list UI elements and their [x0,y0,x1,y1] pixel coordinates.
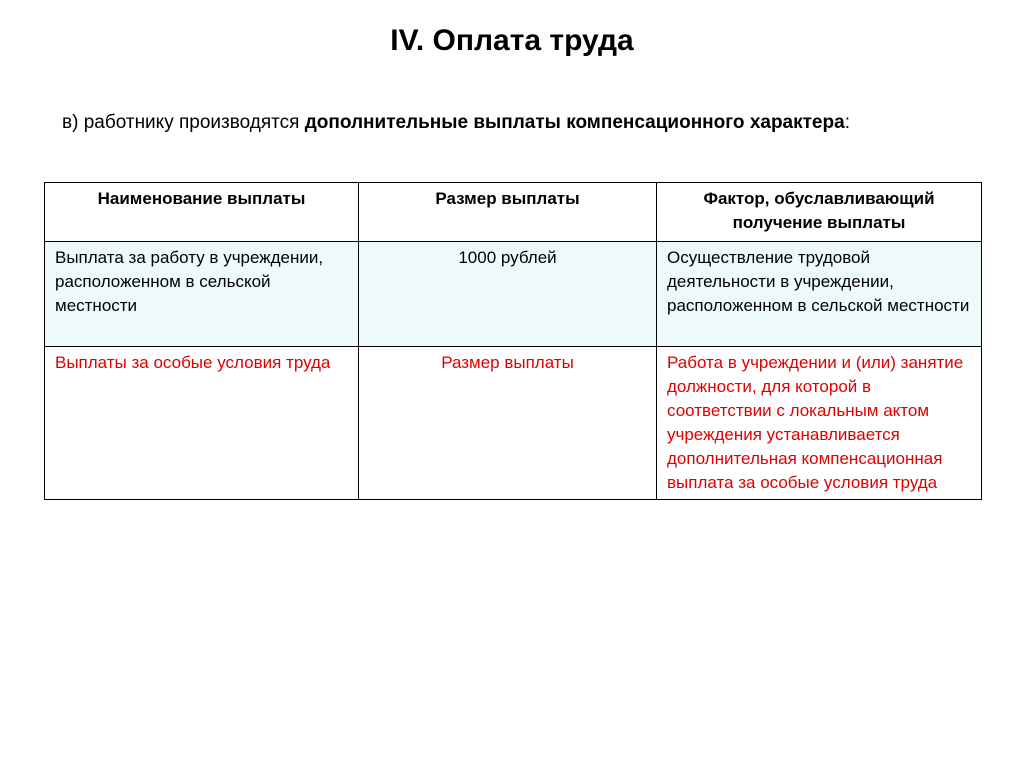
table-header-row [45,183,982,242]
payments-table [44,182,982,500]
slide-title: IV. Оплата труда [390,24,634,57]
intro-bold: дополнительные выплаты компенсационного характера [304,112,845,133]
cell-payment-name: Выплаты за особые условия труда [45,347,359,500]
cell-payment-amount: 1000 рублей [359,242,657,347]
table-row [45,347,982,500]
header-payment-name: Наименование выплаты [45,183,359,242]
header-payment-factor: Фактор, обуславливающий получение выплаты [657,183,982,242]
intro-suffix: : [844,112,850,133]
intro-prefix: в) работнику производятся [62,112,305,133]
cell-payment-factor: Осуществление трудовой деятельности в учреждении, расположенном в сельской местности [657,242,982,347]
cell-payment-name: Выплата за работу в учреждении, расположенном в сельской местности [45,242,359,347]
header-payment-amount: Размер выплаты [359,183,657,242]
table-row [45,242,982,347]
intro-text [62,110,942,135]
cell-payment-factor: Работа в учреждении и (или) занятие должности, для которой в соответствии с локальным актом учреждения устанавливается дополнительная компенсационная выплата за особые условия труда [657,347,982,500]
cell-payment-amount: Размер выплаты [359,347,657,500]
